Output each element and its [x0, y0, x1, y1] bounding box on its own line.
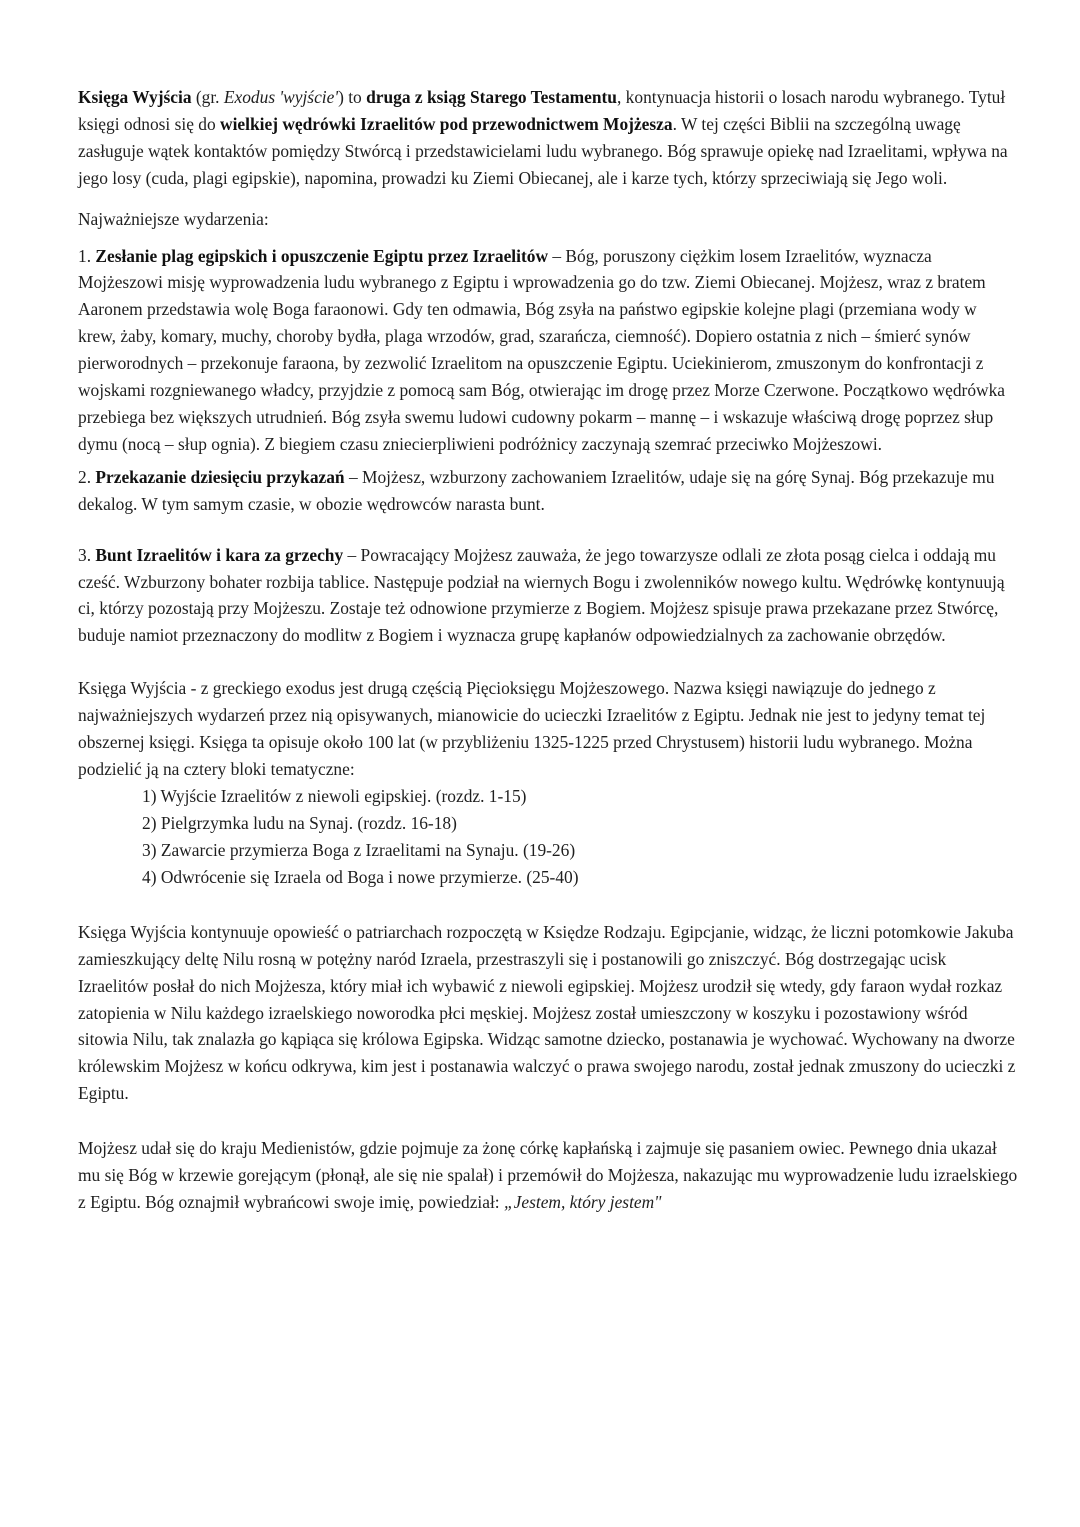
story-paragraph-2: Mojżesz udał się do kraju Medienistów, gdzie pojmuje za żonę córkę kapłańską i zajmuje się pasaniem owiec. Pewnego dnia ukazał mu się Bóg w krzewie gorejącym (płonął, ale się nie spalał) i przemówił do Mojżesza, nakazując mu wyprowadzenie ludu izraelskiego z Egiptu. Bóg oznajmił wybrańcowi swoje imię, powiedział: „Jestem, który jestem" — [78, 1138, 1018, 1212]
events-heading: Najważniejsze wydarzenia: — [78, 208, 269, 229]
book-position: druga z ksiąg Starego Testamentu — [366, 87, 617, 107]
title-meaning: wielkiej wędrówki Izraelitów pod przewodnictwem Mojżesza — [220, 113, 673, 134]
event-3: 3. Bunt Izraelitów i kara za grzechy – Powracający Mojżesz zauważa, że jego towarzysze odlali ze złota posąg cielca i oddają mu cześć. Wzburzony bohater rozbija tablice. Następuje podział na wiernych Bogu i zwolenników nowego kultu. Wędrówkę kontynuują ci, którzy pozostają przy Mojżeszu. Zostaje też odnowione przymierze z Bogiem. Mojżesz spisuje prawa przekazane przez Stwórcę, buduje namiot przeznaczony do modlitw z Bogiem i wyznacza grupę kapłanów odpowiedzialnych za zachowanie obrzędów. — [78, 544, 1005, 646]
book-name: Księga Wyjścia — [78, 87, 192, 107]
intro-paragraph: Księga Wyjścia (gr. Exodus 'wyjście') to druga z ksiąg Starego Testamentu, kontynuacja historii o losach narodu wybranego. Tytuł księgi odnosi się do wielkiej wędrówki Izraelitów pod przewodnictwem Mojżesza. W tej części Biblii na szczególną uwagę zasługuje wątek kontaktów pomiędzy Stwórcą i przedstawicielami ludu wybranego. Bóg sprawuje opiekę nad Izraelitami, wpływa na jego losy (cuda, plagi egipskie), napomina, prowadzi ku Ziemi Obiecanej, ale i karze tych, którzy sprzeciwiają się Jego woli. — [78, 87, 1008, 188]
event-1-title: Zesłanie plag egipskich i opuszczenie Egiptu przez Izraelitów — [95, 245, 549, 266]
overview-paragraph: Księga Wyjścia - z greckiego exodus jest drugą częścią Pięcioksięgu Mojżeszowego. Nazwa księgi nawiązuje do jednego z najważniejszych wydarzeń przez nią opisywanych, mianowicie do ucieczki Izraelitów z Egiptu. Jednak nie jest to jedyny temat tej obszernej księgi. Księga ta opisuje około 100 lat (w przybliżeniu 1325-1225 przed Chrystusem) historii ludu wybranego. Można podzielić ją na cztery bloki tematyczne: — [78, 678, 986, 779]
greek-term: Exodus 'wyjście' — [223, 87, 339, 107]
event-1: 1. Zesłanie plag egipskich i opuszczenie Egiptu przez Izraelitów – Bóg, poruszony ciężkim losem Izraelitów, wyznacza Mojżeszowi misję wyprowadzenia ludu wybranego z Egiptu i wprowadzenia go do tzw. Ziemi Obiecanej. Mojżesz, wraz z bratem Aaronem przedstawia wolę Boga faraonowi. Gdy ten odmawia, Bóg zsyła na państwo egipskie kolejne plagi (przemiana wody w krew, żaby, komary, muchy, choroby bydła, plaga wrzodów, grad, szarańcza, ciemność). Dopiero ostatnia z nich – śmierć synów pierworodnych – przekonuje faraona, by zezwolić Izraelitom na opuszczenie Egiptu. Uciekinierom, zmuszonym do konfrontacji z wojskami rozgniewanego władcy, przyjdzie z pomocą sam Bóg, otwierając im drogę przez Morze Czerwone. Początkowo wędrówka przebiega bez większych utrudnień. Bóg zsyła swemu ludowi cudowny pokarm – mannę – i wskazuje właściwą drogę poprzez słup dymu (nocą – słup ognia). Z biegiem czasu zniecierpliwieni podróżnicy zaczynają szemrać przeciwko Mojżeszowi. — [78, 245, 1006, 454]
event-2-title: Przekazanie dziesięciu przykazań — [95, 466, 345, 487]
story-paragraph-1: Księga Wyjścia kontynuuje opowieść o patriarchach rozpoczętą w Księdze Rodzaju. Egipcjanie, widząc, że liczni potomkowie Jakuba zamieszkujący deltę Nilu rosną w potężny naród Izraela, przestraszyli się i postanowili go zniszczyć. Bóg dostrzegając ucisk Izraelitów posłał do nich Mojżesza, który miał ich wybawić z niewoli egipskiej. Mojżesz urodził się wtedy, gdy faraon wydał rozkaz zatopienia w Nilu każdego izraelskiego noworodka płci męskiej. Mojżesz został umieszczony w koszyku i pozostawiony wśród sitowia Nilu, tak znalazła go kąpiąca się królowa Egipska. Widząc samotne dziecko, postanawia je wychować. Wychowany na dworze królewskim Mojżesz w końcu odkrywa, kim jest i postanawia walczyć o prawa swojego narodu, został jednak zmuszony do ucieczki z Egiptu. — [78, 921, 1016, 1104]
document-page — [78, 84, 1018, 1216]
list-item: 3) Zawarcie przymierza Boga z Izraelitami na Synaju. (19-26) — [142, 839, 576, 860]
event-2: 2. Przekazanie dziesięciu przykazań – Mojżesz, wzburzony zachowaniem Izraelitów, udaje się na górę Synaj. Bóg przekazuje mu dekalog. W tym samym czasie, w obozie wędrowców narasta bunt. — [78, 466, 995, 514]
list-item: 4) Odwrócenie się Izraela od Boga i nowe przymierze. (25-40) — [142, 866, 579, 887]
divine-name-quote: „Jestem, który jestem" — [503, 1192, 662, 1212]
list-item: 2) Pielgrzymka ludu na Synaj. (rozdz. 16-18) — [142, 812, 457, 833]
list-item: 1) Wyjście Izraelitów z niewoli egipskiej. (rozdz. 1-15) — [142, 785, 527, 806]
thematic-blocks-list — [78, 783, 1018, 891]
event-3-title: Bunt Izraelitów i kara za grzechy — [95, 544, 344, 565]
